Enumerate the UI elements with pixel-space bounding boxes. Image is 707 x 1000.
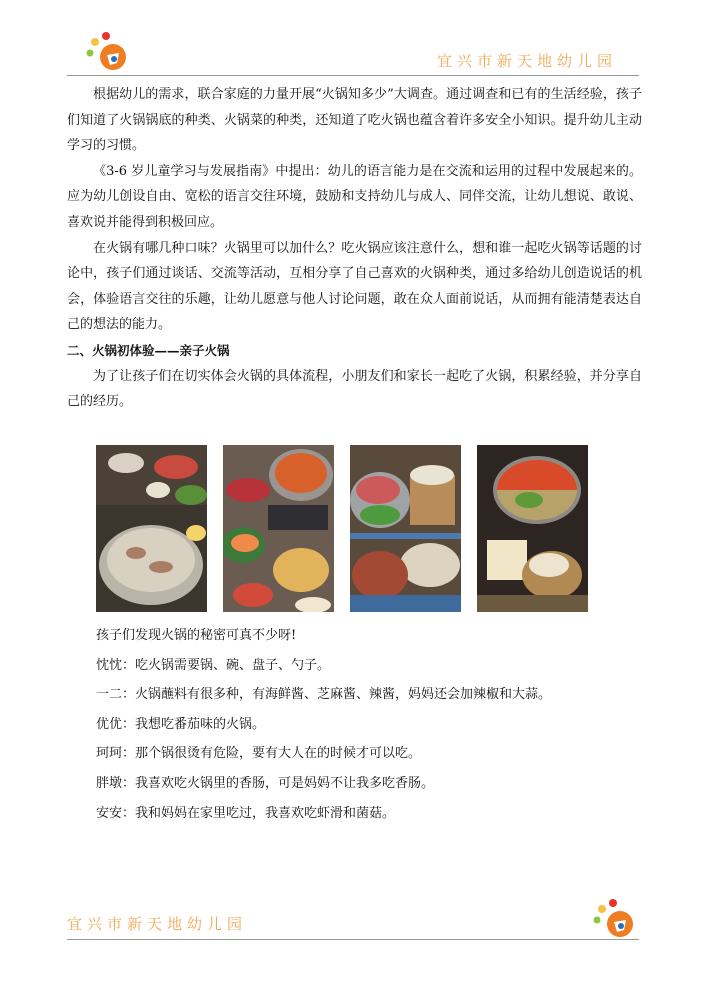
dialogue-line: 珂珂：那个锅很烫有危险，要有大人在的时候才可以吃。 [96, 746, 422, 762]
hotpot-photo-4 [477, 445, 588, 612]
hotpot-photo-1 [96, 445, 207, 612]
footer-school-name: 宜兴市新天地幼儿园 [67, 915, 248, 933]
photo-row [96, 445, 588, 613]
dialogue-list [96, 621, 636, 828]
header-rule [67, 75, 639, 76]
paragraph-discussion: 在火锅有哪几种口味？火锅里可以加什么？吃火锅应该注意什么，想和谁一起吃火锅等话题的讨论中，孩子们通过谈话、交流等活动，互相分享了自己喜欢的火锅种类，通过多给幼儿创造说话的机会，体验语言交往的乐趣，让幼儿愿意与他人讨论问题，敢在众人面前说话，从而拥有能清楚表达自己的想法的能力。 [67, 240, 642, 333]
body-text [67, 82, 642, 415]
header-school-name: 宜兴市新天地幼儿园 [437, 52, 618, 70]
page-header [0, 0, 707, 80]
dialogue-line: 忱忱：吃火锅需要锅、碗、盘子、勺子。 [96, 657, 331, 673]
dialogue-line: 胖墩：我喜欢吃火锅里的香肠，可是妈妈不让我多吃香肠。 [96, 775, 435, 791]
footer-rule [67, 939, 639, 940]
dialogue-intro: 孩子们发现火锅的秘密可真不少呀! [96, 628, 297, 643]
hotpot-photo-2 [223, 445, 334, 612]
section-heading: 二、火锅初体验——亲子火锅 [67, 342, 230, 358]
dialogue-line: 一二：火锅蘸料有很多种，有海鲜酱、芝麻酱、辣酱，妈妈还会加辣椒和大蒜。 [96, 687, 552, 703]
paragraph-guideline: 《3-6 岁儿童学习与发展指南》中提出：幼儿的语言能力是在交流和运用的过程中发展起来的。应为幼儿创设自由、宽松的语言交往环境，鼓励和支持幼儿与成人、同伴交流，让幼儿想说、敢说、喜欢说并能得到积极回应。 [67, 163, 642, 230]
paragraph-experience: 为了让孩子们在切实体会火锅的具体流程，小朋友们和家长一起吃了火锅，积累经验，并分享自己的经历。 [67, 368, 642, 410]
kindergarten-logo [84, 30, 132, 74]
paragraph-survey: 根据幼儿的需求，联合家庭的力量开展“火锅知多少”大调查。通过调查和已有的生活经验，孩子们知道了火锅锅底的种类、火锅菜的种类，还知道了吃火锅也蕴含着许多安全小知识。提升幼儿主动学习的习惯。 [67, 87, 642, 154]
footer-kindergarten-logo [591, 897, 639, 941]
dialogue-line: 优优：我想吃番茄味的火锅。 [96, 716, 266, 732]
hotpot-photo-3 [350, 445, 461, 612]
dialogue-line: 安安：我和妈妈在家里吃过，我喜欢吃虾滑和菌菇。 [96, 805, 396, 821]
